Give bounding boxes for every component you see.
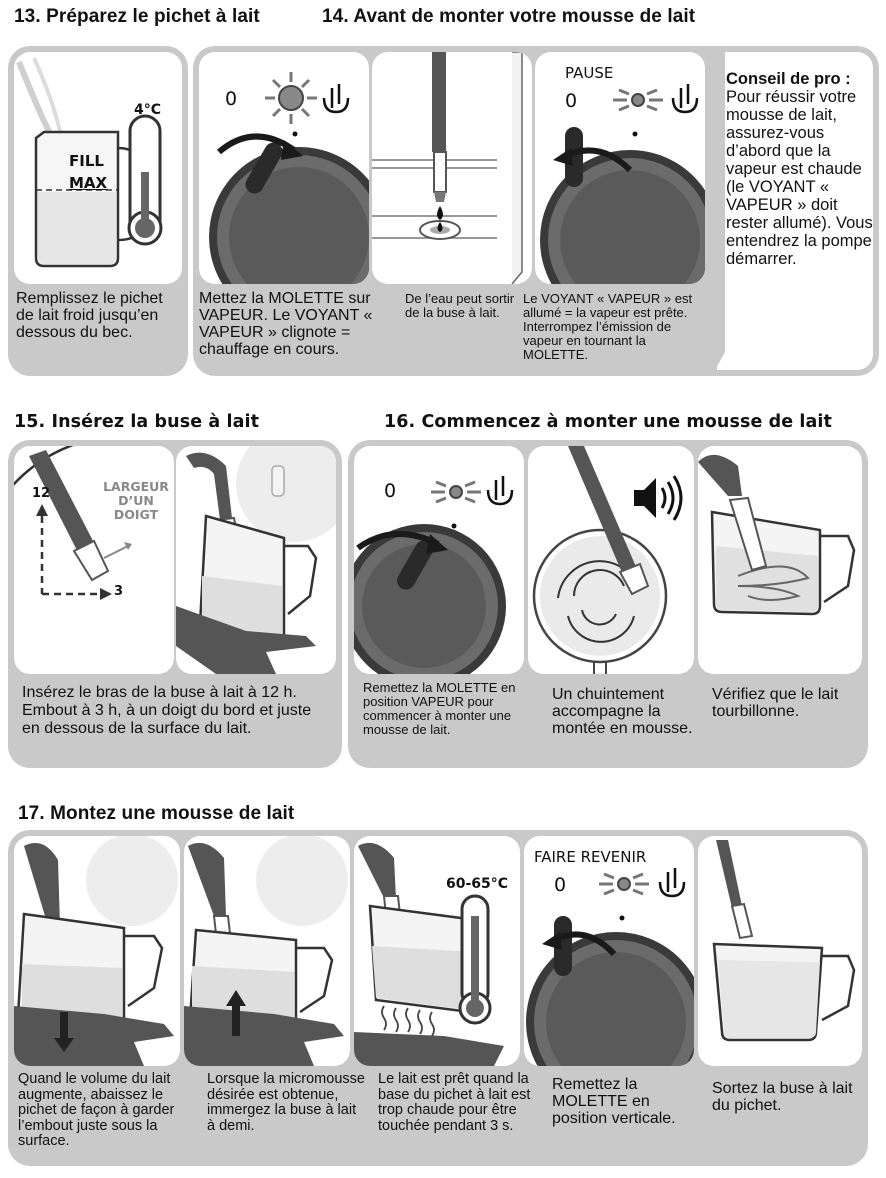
dial-vapeur-illustration [354,446,524,674]
immerse-wand-illustration [184,836,350,1066]
dial-zero: 0 [225,88,238,110]
jug-hand-illustration [176,446,336,674]
pro-tip-text: Pour réussir votre mousse de lait, assurez-vous d’abord que la vapeur est chaude (le VOYANT « VAPEUR » doit rester allumé). Vous entendrez la pompe démarrer. [726,88,873,268]
step16-jug-panel [698,446,862,674]
dial-zero-2: 0 [565,90,578,112]
step14-caption2: De l’eau peut sortir de la buse à lait. [405,291,515,320]
wand-drip-illustration [372,52,532,284]
dial-return-illustration [524,836,694,1066]
dial-zero-3: 0 [384,480,397,502]
step16-caption3: Vérifiez que le lait tourbillonne. [712,686,839,720]
step17-caption5: Sortez la buse à lait du pichet. [712,1080,853,1114]
lower-jug-illustration [14,836,180,1066]
step17-immerse-panel [184,836,350,1066]
step14-wand-panel [372,52,532,284]
step14-caption3: Le VOYANT « VAPEUR » est allumé = la vapeur est prête. Interrompez l’émission de vapeur en tournant la MOLETTE. [523,291,693,362]
step16-caption1: Remettez la MOLETTE en position VAPEUR pour commencer à monter une mousse de lait. [363,680,516,737]
speaker-icon [634,476,681,520]
twelve-oclock-label: 12 [32,486,51,501]
temp-4c-label: 4°C [134,102,162,118]
finger-width-label: LARGEUR D’UN DOIGT [103,479,169,522]
step17-lower-panel [14,836,180,1066]
dial-illustration [199,52,369,284]
pause-label: PAUSE [565,64,614,82]
step17-title: 17. Montez une mousse de lait [18,803,295,824]
step17-temp-panel [354,836,520,1066]
step15-title: 15. Insérez la buse à lait [14,412,260,432]
steam-light-icon [431,482,481,502]
step14-dial-panel [199,52,369,284]
steam-tap-icon [488,476,512,504]
swirl-top-view-illustration [528,446,694,674]
steam-tap-icon [324,84,348,112]
faire-revenir-label: FAIRE REVENIR [534,848,647,866]
step15-caption: Insérez le bras de la buse à lait à 12 h. Embout à 3 h, à un doigt du bord et juste en dessous de la surface du lait. [22,684,312,737]
dial-zero-4: 0 [554,874,567,896]
step17-caption1: Quand le volume du lait augmente, abaissez le pichet de façon à garder l’embout juste sous la surface. [18,1071,175,1149]
step15-jug-panel [176,446,336,674]
steam-tap-icon [660,868,684,896]
step16-dial-panel [354,446,524,674]
steam-light-icon [613,90,663,110]
step17-caption4: Remettez la MOLETTE en position verticale. [552,1076,676,1127]
step16-caption2: Un chuintement accompagne la montée en mousse. [552,686,693,737]
fill-label: FILL [69,152,104,170]
pro-tip [726,70,874,268]
dial-pause-illustration [535,52,705,284]
step16-swirl-panel [528,446,694,674]
pro-tip-title: Conseil de pro : [726,70,851,88]
three-oclock-label: 3 [114,584,124,599]
step14-pause-panel [535,52,705,284]
steam-tap-icon [673,84,697,112]
step14-caption1: Mettez la MOLETTE sur VAPEUR. Le VOYANT « VAPEUR » clignote = chauffage en cours. [199,290,373,358]
max-label: MAX [69,174,108,192]
steam-light-icon [599,874,649,894]
step13-title: 13. Préparez le pichet à lait [14,6,260,27]
step16-title: 16. Commencez à monter une mousse de lait [384,412,832,432]
step17-remove-panel [698,836,862,1066]
hot-jug-illustration [354,836,520,1066]
step17-dial-panel [524,836,694,1066]
step13-caption: Remplissez le pichet de lait froid jusqu’en dessous du bec. [16,290,163,341]
step15-angle-panel [14,446,174,674]
swirling-jug-illustration [698,446,862,674]
steam-light-icon [265,72,317,124]
remove-wand-illustration [698,836,862,1066]
step14-title: 14. Avant de monter votre mousse de lait [322,6,696,27]
temp-60-65-label: 60-65°C [446,876,509,892]
step17-caption3: Le lait est prêt quand la base du pichet à lait est trop chaude pour être touchée pendant 3 s. [378,1071,531,1134]
step17-caption2: Lorsque la micromousse désirée est obtenue, immergez la buse à lait à demi. [207,1071,365,1134]
step13-illustration [14,52,182,284]
